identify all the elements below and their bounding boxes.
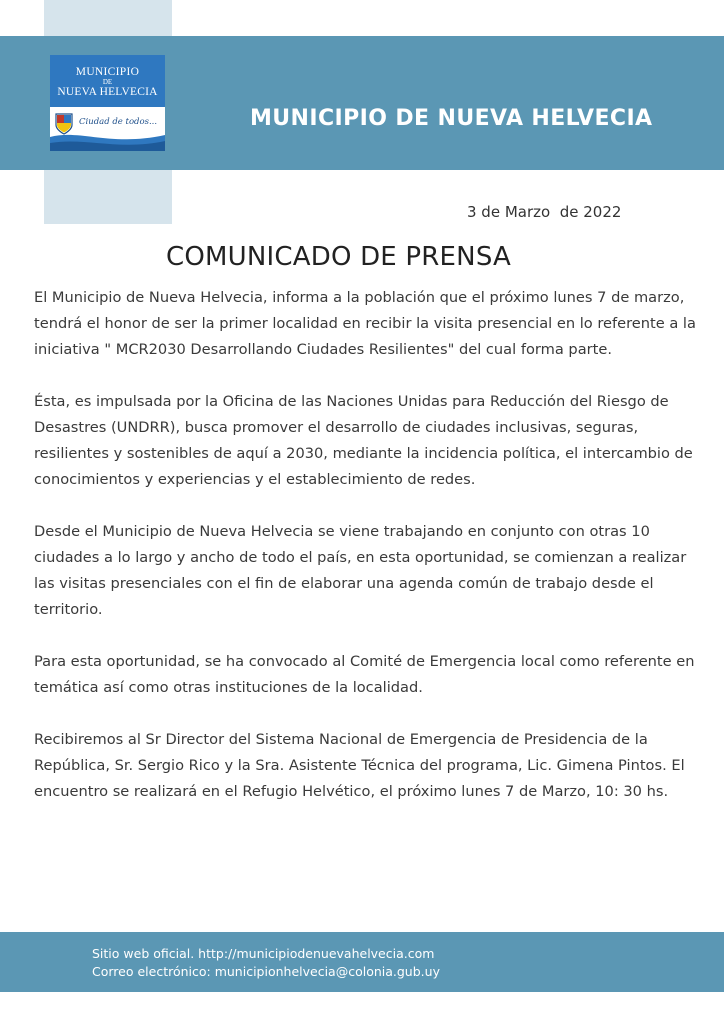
press-release-title: COMUNICADO DE PRENSA: [166, 242, 511, 272]
logo-line-3: NUEVA HELVECIA: [57, 86, 158, 98]
coat-of-arms-icon: [55, 113, 73, 135]
logo-line-2: DE: [102, 78, 113, 86]
press-release-body: [34, 285, 702, 831]
logo-text-block: [50, 55, 165, 107]
paragraph: Para esta oportunidad, se ha convocado al Comité de Emergencia local como referente en temática así como otras instituciones de la localidad.: [34, 653, 695, 696]
footer: [0, 932, 724, 992]
paragraph: El Municipio de Nueva Helvecia, informa a la población que el próximo lunes 7 de marzo, tendrá el honor de ser la primer localidad en recibir la visita presencial en lo referente a la iniciativa " MCR2030 Desarrollando Ciudades Resilientes" del cual forma parte.: [34, 289, 696, 358]
municipio-logo: [50, 55, 165, 151]
paragraph: Recibiremos al Sr Director del Sistema Nacional de Emergencia de Presidencia de la República, Sr. Sergio Rico y la Sra. Asistente Técnica del programa, Lic. Gimena Pintos. El encuentro se realizará en el Refugio Helvético, el próximo lunes 7 de Marzo, 10: 30 hs.: [34, 731, 685, 800]
logo-line-1: MUNICIPIO: [75, 66, 140, 78]
footer-email[interactable]: Correo electrónico: municipionhelvecia@colonia.gub.uy: [92, 964, 440, 979]
paragraph: Ésta, es impulsada por la Oficina de las Naciones Unidas para Reducción del Riesgo de Desastres (UNDRR), busca promover el desarrollo de ciudades inclusivas, seguras, resilientes y sostenibles de aquí a 2030, mediante la incidencia política, el intercambio de conocimientos y experiencias y el establecimiento de redes.: [34, 393, 693, 488]
paragraph: Desde el Municipio de Nueva Helvecia se viene trabajando en conjunto con otras 10 ciudades a lo largo y ancho de todo el país, en esta oportunidad, se comienzan a realizar las visitas presenciales con el fin de elaborar una agenda común de trabajo desde el territorio.: [34, 523, 687, 618]
footer-website[interactable]: Sitio web oficial. http://municipiodenuevahelvecia.com: [92, 946, 435, 961]
press-release-date: 3 de Marzo de 2022: [467, 203, 622, 221]
header-title: MUNICIPIO DE NUEVA HELVECIA: [250, 106, 653, 131]
logo-slogan: Ciudad de todos...: [79, 117, 158, 127]
